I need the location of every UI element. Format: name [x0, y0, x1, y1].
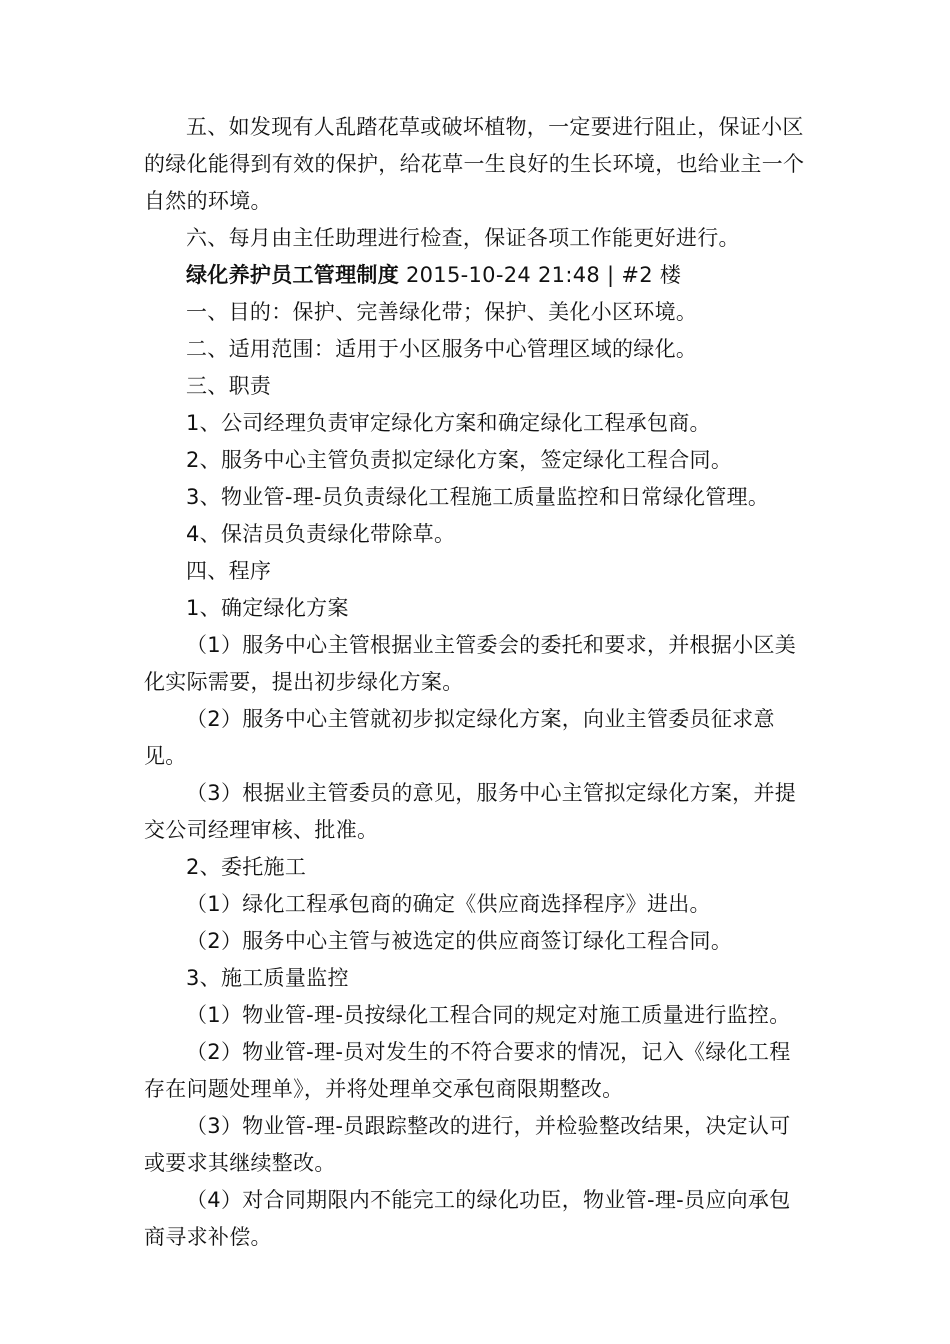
body-paragraph: （2）服务中心主管与被选定的供应商签订绿化工程合同。: [186, 929, 733, 953]
body-paragraph: 3、施工质量监控: [186, 966, 349, 990]
body-paragraph: （1）物业管-理-员按绿化工程合同的规定对施工质量进行监控。: [186, 1003, 791, 1027]
body-paragraph: （3）物业管-理-员跟踪整改的进行，并检验整改结果，决定认可或要求其继续整改。: [144, 1114, 791, 1175]
paragraph-item-5: 五、如发现有人乱踏花草或破坏植物，一定要进行阻止，保证小区的绿化能得到有效的保护，给花草一生良好的生长环境，也给业主一个自然的环境。: [144, 115, 805, 213]
body-paragraph: 一、目的：保护、完善绿化带；保护、美化小区环境。: [186, 300, 698, 324]
body-paragraph: （2）服务中心主管就初步拟定绿化方案，向业主管委员征求意见。: [144, 707, 775, 768]
body-paragraph: 3、物业管-理-员负责绿化工程施工质量监控和日常绿化管理。: [186, 485, 770, 509]
body-paragraph: 2、委托施工: [186, 855, 307, 879]
body-paragraph: 1、确定绿化方案: [186, 596, 349, 620]
section-heading-title: 绿化养护员工管理制度: [186, 263, 399, 287]
body-paragraph: 4、保洁员负责绿化带除草。: [186, 522, 456, 546]
body-paragraph: （4）对合同期限内不能完工的绿化功臣，物业管-理-员应向承包商寻求补偿。: [144, 1188, 791, 1249]
body-paragraph: 1、公司经理负责审定绿化方案和确定绿化工程承包商。: [186, 411, 711, 435]
body-paragraph: （2）物业管-理-员对发生的不符合要求的情况，记入《绿化工程存在问题处理单》，并将处理单交承包商限期整改。: [144, 1040, 791, 1101]
body-paragraph: （3）根据业主管委员的意见，服务中心主管拟定绿化方案，并提交公司经理审核、批准。: [144, 781, 797, 842]
body-paragraph: （1）绿化工程承包商的确定《供应商选择程序》进出。: [186, 892, 711, 916]
body-paragraph: （1）服务中心主管根据业主管委会的委托和要求，并根据小区美化实际需要，提出初步绿化方案。: [144, 633, 797, 694]
section-heading: [144, 257, 810, 294]
paragraph-item-6: 六、每月由主任助理进行检查，保证各项工作能更好进行。: [186, 226, 740, 250]
body-paragraph: 二、适用范围：适用于小区服务中心管理区域的绿化。: [186, 337, 698, 361]
body-paragraph: 三、职责: [186, 374, 272, 398]
section-heading-meta: 2015-10-24 21:48 | #2 楼: [399, 263, 682, 287]
body-paragraph: 2、服务中心主管负责拟定绿化方案，签定绿化工程合同。: [186, 448, 733, 472]
body-paragraph: 四、程序: [186, 559, 272, 583]
